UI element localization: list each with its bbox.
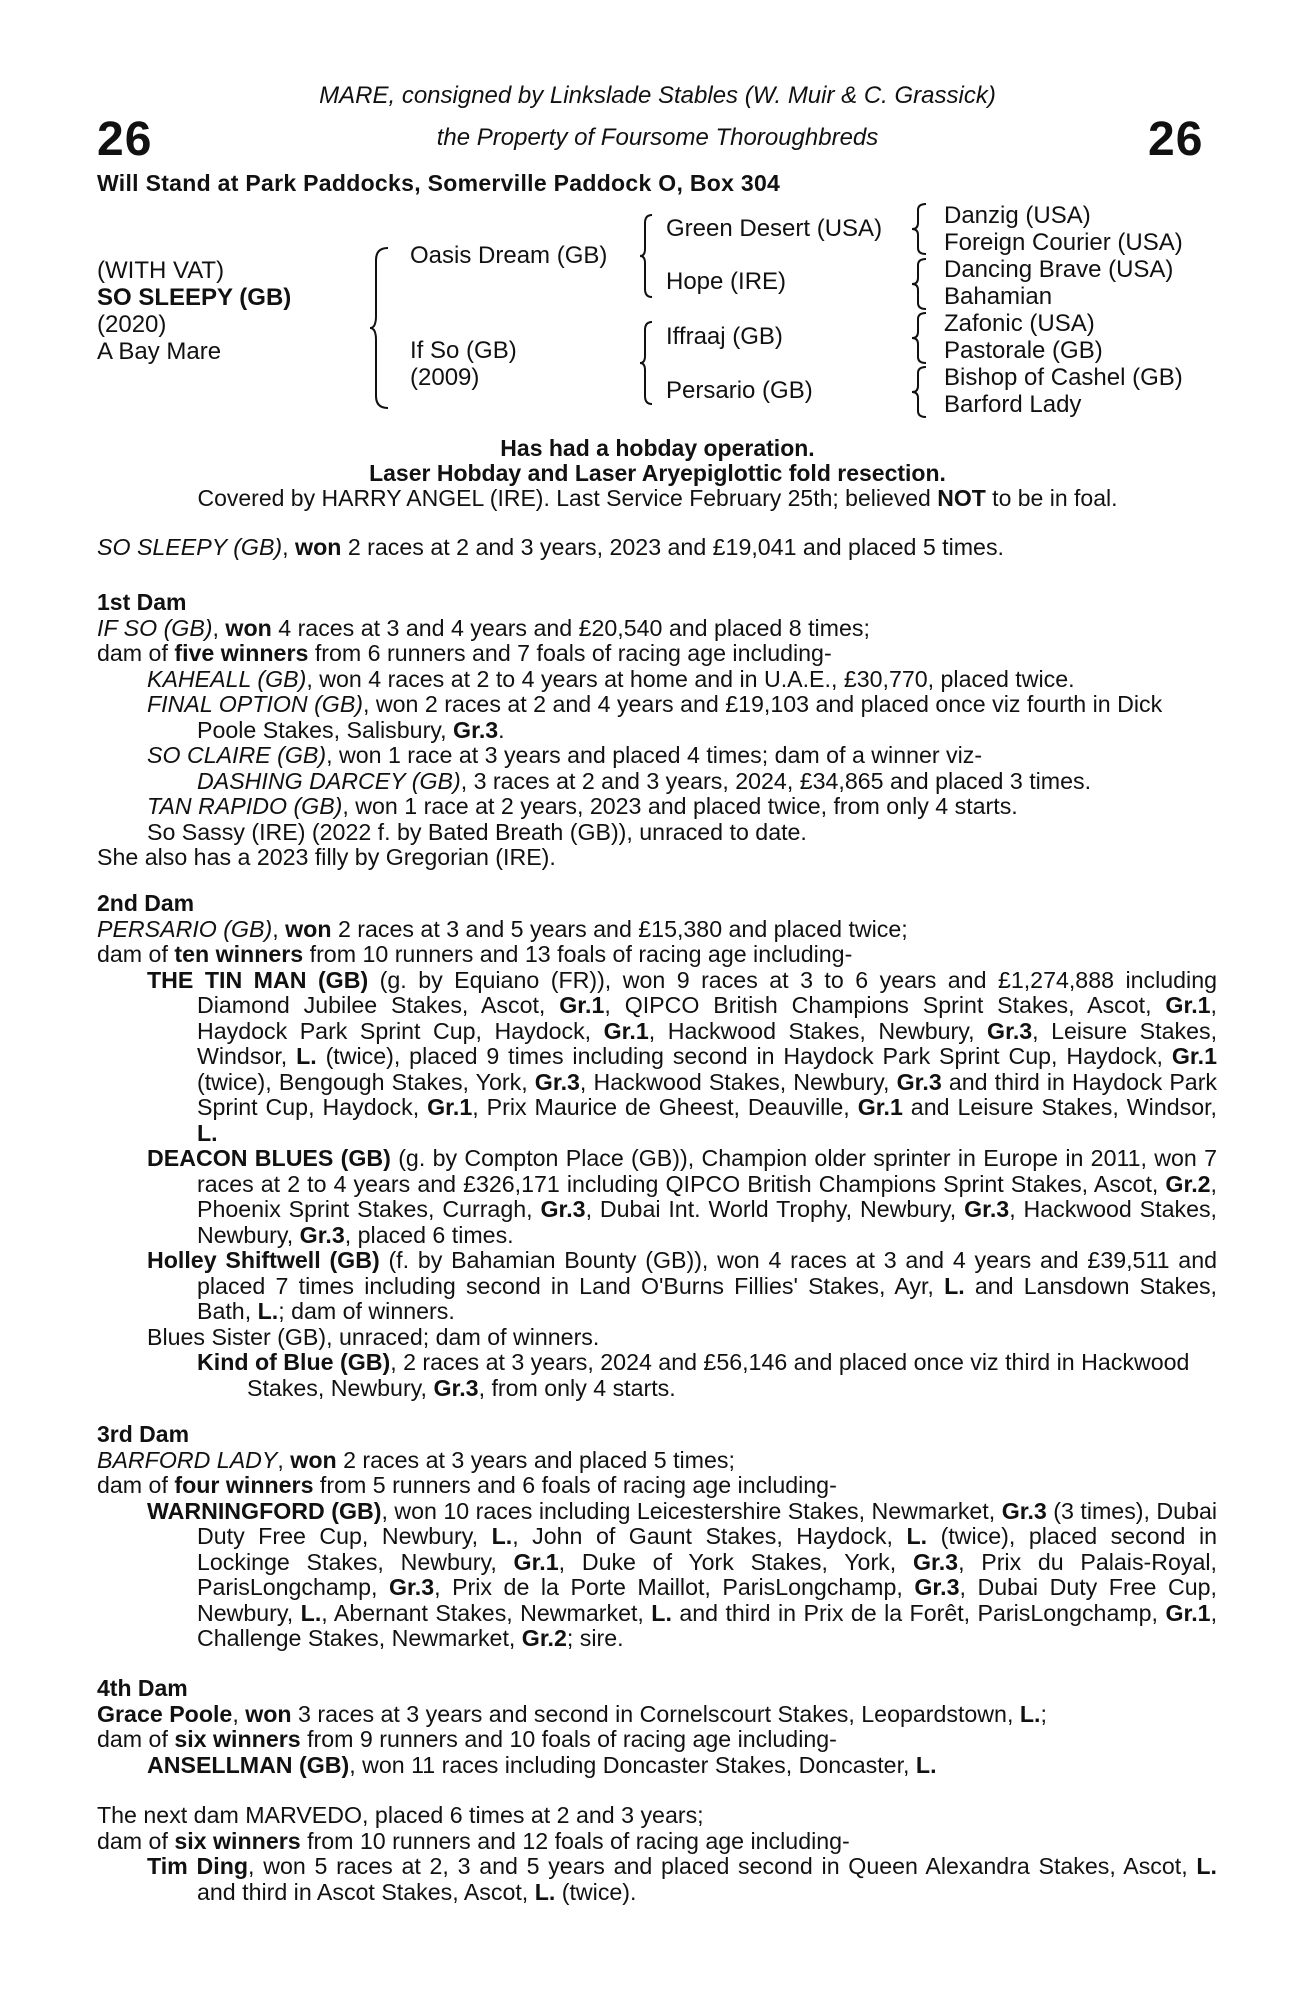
dam-sire: Iffraaj (GB) (666, 323, 783, 350)
hobday-note: Has had a hobday operation. (500, 435, 815, 461)
dam-name: If So (GB) (410, 337, 517, 364)
property-line: the Property of Foursome Thoroughbreds (436, 124, 879, 151)
main-brace-icon (368, 246, 390, 410)
brace-sd-icon (910, 257, 928, 311)
sire-sire: Green Desert (USA) (666, 215, 883, 242)
ped-dss: Zafonic (USA) (944, 310, 1095, 337)
consignor-line: MARE, consigned by Linkslade Stables (W. Muir & C. Grassick) (319, 82, 996, 109)
ped-sdd: Bahamian (944, 283, 1053, 310)
section-4th-dam: 4th Dam Grace Poole, won 3 races at 3 years and second in Cornelscourt Stakes, Leopardstown, L.; dam of six winners from 9 runners and 10 foals of racing age including- ANSELLMAN (GB), won 11 races including Doncaster Stakes, Doncaster, L. (97, 1676, 1217, 1778)
horse-year: (2020) (97, 311, 167, 338)
dam-brace-icon (638, 320, 654, 406)
ped-sss: Danzig (USA) (944, 202, 1091, 229)
vat-label: (WITH VAT) (97, 257, 225, 284)
stand-location: Will Stand at Park Paddocks, Somerville Paddock O, Box 304 (97, 170, 781, 196)
heading-1st-dam: 1st Dam (97, 589, 187, 615)
horse-summary: SO SLEEPY (GB), won 2 races at 2 and 3 years, 2023 and £19,041 and placed 5 times. (97, 534, 1004, 560)
laser-note: Laser Hobday and Laser Aryepiglottic fold resection. (369, 460, 946, 486)
ped-dds: Bishop of Cashel (GB) (944, 364, 1183, 391)
horse-description: A Bay Mare (97, 338, 222, 365)
heading-3rd-dam: 3rd Dam (97, 1421, 190, 1447)
lot-number-left: 26 (97, 113, 153, 166)
brace-ss-icon (910, 202, 928, 256)
section-2nd-dam: 2nd Dam PERSARIO (GB), won 2 races at 3 and 5 years and £15,380 and placed twice; dam of ten winners from 10 runners and 13 foals of racing age including- THE TIN MAN (GB) (g. by Equiano (FR)), won 9 races at 3 to 6 years and £1,274,888 including Diamond Jubilee Stakes, Ascot, Gr.1, QIPCO British Champions Sprint Stakes, Ascot, Gr.1, Haydock Park Sprint Cup, Haydock, Gr.1, Hackwood Stakes, Newbury, Gr.3, Leisure Stakes, Windsor, L. (twice), placed 9 times including second in Haydock Park Sprint Cup, Haydock, Gr.1 (twice), Bengough Stakes, York, Gr.3, Hackwood Stakes, Newbury, Gr.3 and third in Haydock Park Sprint Cup, Haydock, Gr.1, Prix Maurice de Gheest, Deauville, Gr.1 and Leisure Stakes, Windsor, L. DEACON BLUES (GB) (g. by Compton Place (GB)), Champion older sprinter in Europe in 2011, won 7 races at 2 to 4 years and £326,171 including QIPCO British Champions Sprint Stakes, Ascot, Gr.2, Phoenix Sprint Stakes, Curragh, Gr.3, Dubai Int. World Trophy, Newbury, Gr.3, Hackwood Stakes, Newbury, Gr.3, placed 6 times. Holley Shiftwell (GB) (f. by Bahamian Bounty (GB)), won 4 races at 3 and 4 years and £39,511 and placed 7 times including second in Land O'Burns Fillies' Stakes, Ayr, L. and Lansdown Stakes, Bath, L.; dam of winners. Blues Sister (GB), unraced; dam of winners. Kind of Blue (GB), 2 races at 3 years, 2024 and £56,146 and placed once viz third in Hackwood Stakes, Newbury, Gr.3, from only 4 starts. (97, 890, 1218, 1401)
ped-dsd: Pastorale (GB) (944, 337, 1103, 364)
heading-4th-dam: 4th Dam (97, 1675, 188, 1701)
section-3rd-dam: 3rd Dam BARFORD LADY, won 2 races at 3 years and placed 5 times; dam of four winners from 5 runners and 6 foals of racing age including- WARNINGFORD (GB), won 10 races including Leicestershire Stakes, Newmarket, Gr.3 (3 times), Dubai Duty Free Cup, Newbury, L., John of Gaunt Stakes, Haydock, L. (twice), placed second in Lockinge Stakes, Newbury, Gr.1, Duke of York Stakes, York, Gr.3, Prix du Palais-Royal, ParisLongchamp, Gr.3, Prix de la Porte Maillot, ParisLongchamp, Gr.3, Dubai Duty Free Cup, Newbury, L., Abernant Stakes, Newmarket, L. and third in Prix de la Forêt, ParisLongchamp, Gr.1, Challenge Stakes, Newmarket, Gr.2; sire. (97, 1421, 1218, 1651)
ped-ddd: Barford Lady (944, 391, 1082, 418)
heading-2nd-dam: 2nd Dam (97, 890, 195, 916)
sire-name: Oasis Dream (GB) (410, 242, 608, 269)
covered-note: Covered by HARRY ANGEL (IRE). Last Service February 25th; believed NOT to be in foal. (197, 485, 1118, 511)
ped-ssd: Foreign Courier (USA) (944, 229, 1183, 256)
section-next-dam: The next dam MARVEDO, placed 6 times at 2 and 3 years; dam of six winners from 10 runners and 12 foals of racing age including- Tim Ding, won 5 races at 2, 3 and 5 years and placed second in Queen Alexandra Stakes, Ascot, L. and third in Ascot Stakes, Ascot, L. (twice). (97, 1802, 1217, 1905)
lot-number-right: 26 (1148, 113, 1204, 166)
sire-brace-icon (638, 213, 654, 299)
brace-dd-icon (910, 365, 928, 419)
ped-sds: Dancing Brave (USA) (944, 256, 1174, 283)
section-1st-dam: 1st Dam IF SO (GB), won 4 races at 3 and 4 years and £20,540 and placed 8 times; dam of five winners from 6 runners and 7 foals of racing age including- KAHEALL (GB), won 4 races at 2 to 4 years at home and in U.A.E., £30,770, placed twice. FINAL OPTION (GB), won 2 races at 2 and 4 years and £19,103 and placed once viz fourth in Dick Poole Stakes, Salisbury, Gr.3. SO CLAIRE (GB), won 1 race at 3 years and placed 4 times; dam of a winner viz- DASHING DARCEY (GB), 3 races at 2 and 3 years, 2024, £34,865 and placed 3 times. TAN RAPIDO (GB), won 1 race at 2 years, 2023 and placed twice, from only 4 starts. So Sassy (IRE) (2022 f. by Bated Breath (GB)), unraced to date. She also has a 2023 filly by Gregorian (IRE). (97, 590, 1217, 871)
dam-year: (2009) (410, 364, 480, 391)
dam-dam: Persario (GB) (666, 377, 813, 404)
brace-ds-icon (910, 311, 928, 365)
horse-name: SO SLEEPY (GB) (97, 284, 292, 311)
sire-dam: Hope (IRE) (666, 268, 787, 295)
